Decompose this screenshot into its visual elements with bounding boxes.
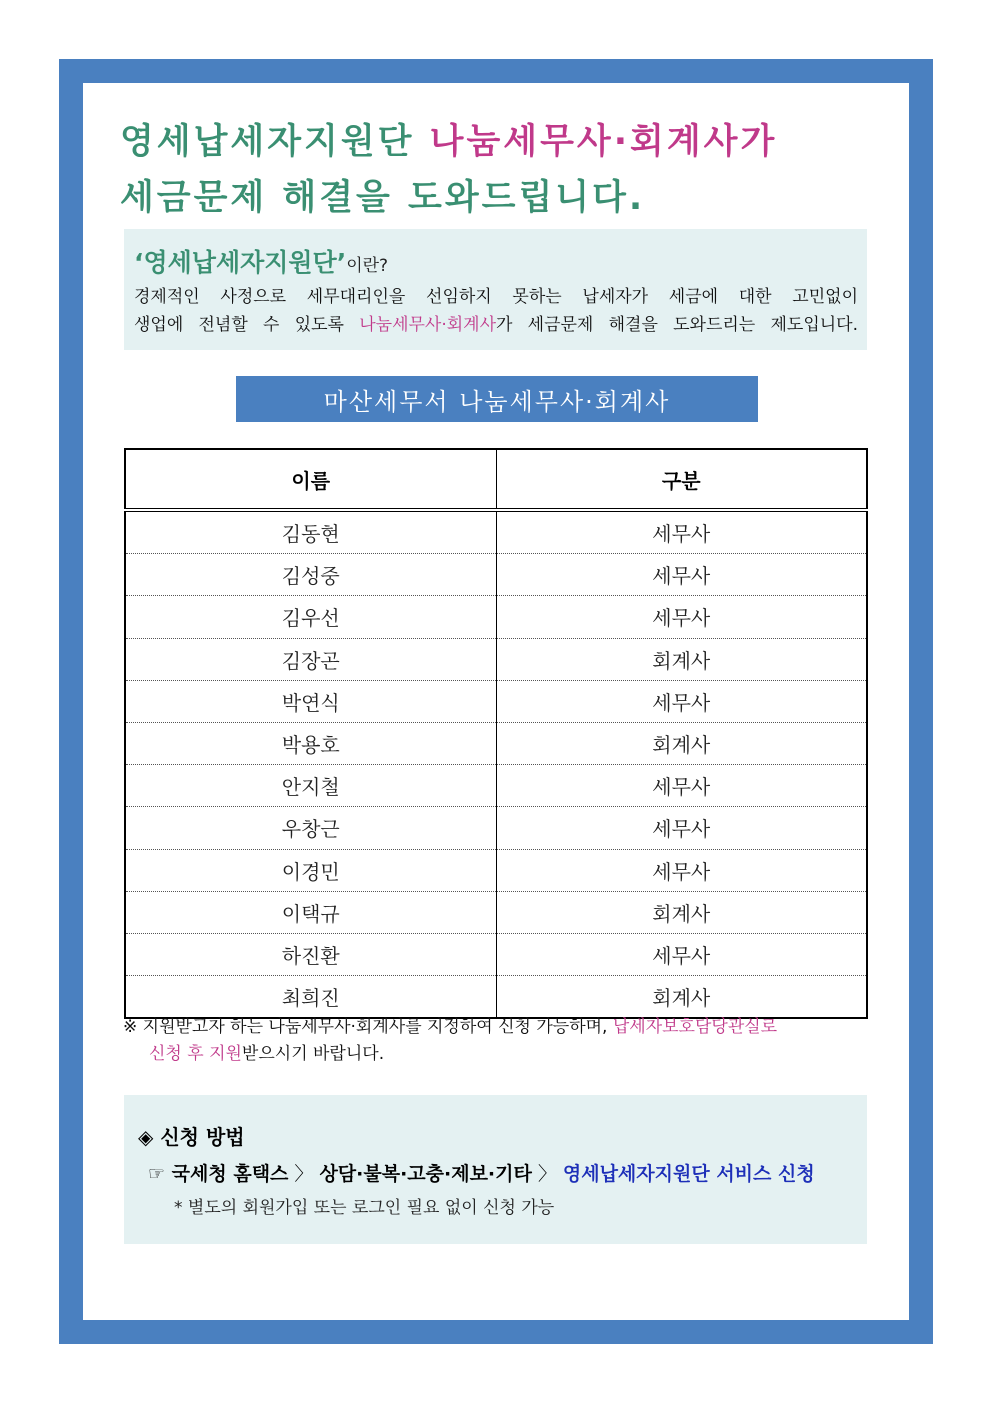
info-line-1: 경제적인 사정으로 세무대리인을 선임하지 못하는 납세자가 세금에 대한 고민없이 <box>134 287 858 307</box>
table-row <box>125 849 867 891</box>
cell-type: 세무사 <box>496 765 867 807</box>
table-row <box>125 933 867 975</box>
cell-name: 김동현 <box>125 510 496 554</box>
path-step-service: 영세납세자지원단 서비스 신청 <box>562 1163 815 1185</box>
path-step-consult: 상담·불복·고충·제보·기타 <box>319 1163 532 1185</box>
headline-org: 영세납세자지원단 <box>120 122 430 162</box>
cell-name: 하진환 <box>125 933 496 975</box>
cell-name: 김성중 <box>125 554 496 596</box>
cell-name: 이택규 <box>125 891 496 933</box>
table-header-row <box>125 449 867 510</box>
header-name: 이름 <box>125 449 496 510</box>
path-step-hometax: 국세청 홈택스 <box>171 1163 289 1185</box>
info-title-suffix: 이란? <box>346 256 389 276</box>
cell-name: 우창근 <box>125 807 496 849</box>
chevron-right-icon: 〉 <box>294 1163 314 1185</box>
cell-type: 세무사 <box>496 554 867 596</box>
table-row <box>125 554 867 596</box>
notice-line-1 <box>123 1014 883 1041</box>
headline-line-2: 세금문제 해결을 도와드립니다. <box>120 178 646 218</box>
table-row <box>125 891 867 933</box>
notice <box>123 1014 883 1068</box>
pointing-hand-icon: ☞ <box>148 1163 166 1185</box>
cell-name: 김장곤 <box>125 638 496 680</box>
info-box <box>124 229 867 350</box>
table-row <box>125 722 867 764</box>
info-highlight: 나눔세무사·회계사 <box>359 315 496 335</box>
headline-line-1 <box>120 114 777 164</box>
cell-type: 세무사 <box>496 807 867 849</box>
table-row <box>125 976 867 1019</box>
notice-line-2 <box>123 1041 883 1068</box>
section-banner: 마산세무서 나눔세무사·회계사 <box>236 376 758 422</box>
headline-highlight: 나눔세무사·회계사가 <box>429 122 778 162</box>
apply-footnote: * 별도의 회원가입 또는 로그인 필요 없이 신청 가능 <box>174 1198 555 1218</box>
apply-title: ◈ 신청 방법 <box>138 1125 245 1149</box>
header-type: 구분 <box>496 449 867 510</box>
cell-type: 세무사 <box>496 849 867 891</box>
chevron-right-icon: 〉 <box>537 1163 557 1185</box>
notice-highlight-1: 납세자보호담당관실로 <box>612 1017 778 1037</box>
cell-name: 최희진 <box>125 976 496 1019</box>
cell-type: 세무사 <box>496 933 867 975</box>
info-description <box>134 283 858 339</box>
notice-text: ※ 지원받고자 하는 나눔세무사·회계사를 지정하여 신청 가능하며, <box>123 1017 613 1037</box>
apply-method-box <box>124 1095 867 1244</box>
notice-highlight-2: 신청 후 지원 <box>149 1044 242 1064</box>
roster-table <box>124 448 868 1019</box>
apply-path <box>148 1159 815 1186</box>
cell-name: 이경민 <box>125 849 496 891</box>
cell-type: 회계사 <box>496 891 867 933</box>
cell-name: 김우선 <box>125 596 496 638</box>
info-line-2-start: 생업에 전념할 수 있도록 <box>134 315 360 335</box>
info-line-2-end: 가 세금문제 해결을 도와드리는 제도입니다. <box>496 315 858 335</box>
cell-type: 회계사 <box>496 638 867 680</box>
info-title-main: ‘영세납세자지원단’ <box>134 248 347 277</box>
table-row <box>125 638 867 680</box>
table-row <box>125 807 867 849</box>
table-row <box>125 510 867 554</box>
table-row <box>125 765 867 807</box>
cell-type: 회계사 <box>496 722 867 764</box>
table-row <box>125 596 867 638</box>
table-row <box>125 680 867 722</box>
cell-type: 세무사 <box>496 596 867 638</box>
cell-name: 박연식 <box>125 680 496 722</box>
info-line-2 <box>134 311 858 339</box>
cell-type: 세무사 <box>496 680 867 722</box>
info-title <box>134 243 388 279</box>
cell-name: 박용호 <box>125 722 496 764</box>
cell-name: 안지철 <box>125 765 496 807</box>
notice-text-end: 받으시기 바랍니다. <box>241 1044 385 1064</box>
cell-type: 회계사 <box>652 986 711 1011</box>
cell-type: 세무사 <box>496 510 867 554</box>
